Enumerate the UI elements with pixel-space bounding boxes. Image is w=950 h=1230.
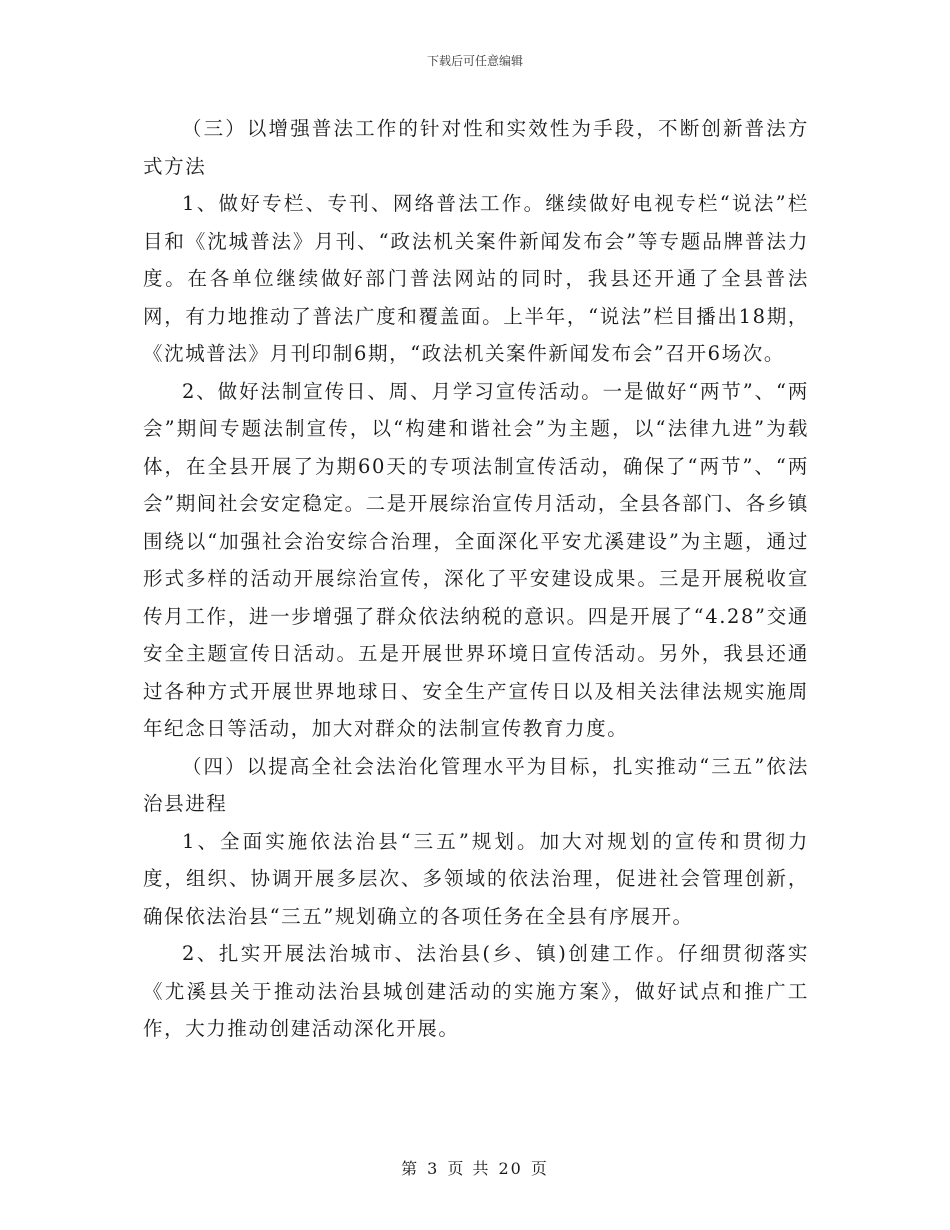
section-heading-4: （四）以提高全社会法治化管理水平为目标，扎实推动“三五”依法治县进程 [143, 754, 809, 815]
document-body [143, 110, 809, 1048]
page-footer [0, 1156, 950, 1179]
body-paragraph: 1、全面实施依法治县“三五”规划。加大对规划的宣传和贯彻力度，组织、协调开展多层次、多领域的依法治理，促进社会管理创新，确保依法治县“三五”规划确立的各项任务在全县有序展开。 [143, 829, 809, 928]
body-paragraph: 1、做好专栏、专刊、网络普法工作。继续做好电视专栏“说法”栏目和《沈城普法》月刊、“政法机关案件新闻发布会”等专题品牌普法力度。在各单位继续做好部门普法网站的同时，我县还开通了全县普法网，有力地推动了普法广度和覆盖面。上半年，“说法”栏目播出18期，《沈城普法》月刊印制6期，“政法机关案件新闻发布会”召开6场次。 [143, 192, 809, 365]
footer-prefix: 第 [401, 1159, 420, 1178]
page-header-note: 下载后可任意编辑 [426, 54, 523, 68]
section-heading-3: （三）以增强普法工作的针对性和实效性为手段，不断创新普法方式方法 [143, 117, 809, 178]
current-page-number: 3 [427, 1159, 440, 1178]
footer-suffix: 页 [530, 1159, 549, 1178]
body-paragraph: 2、扎实开展法治城市、法治县(乡、镇)创建工作。仔细贯彻落实《尤溪县关于推动法治县城创建活动的实施方案》，做好试点和推广工作，大力推动创建活动深化开展。 [143, 942, 809, 1040]
body-paragraph: 2、做好法制宣传日、周、月学习宣传活动。一是做好“两节”、“两会”期间专题法制宣传，以“构建和谐社会”为主题，以“法律九进”为载体，在全县开展了为期60天的专项法制宣传活动，确保了“两节”、“两会”期间社会安定稳定。二是开展综治宣传月活动，全县各部门、各乡镇围绕以“加强社会治安综合治理，全面深化平安尤溪建设”为主题，通过形式多样的活动开展综治宣传，深化了平安建设成果。三是开展税收宣传月工作，进一步增强了群众依法纳税的意识。四是开展了“4.28”交通安全主题宣传日活动。五是开展世界环境日宣传活动。另外，我县还通过各种方式开展世界地球日、安全生产宣传日以及相关法律法规实施周年纪念日等活动，加大对群众的法制宣传教育力度。 [143, 379, 809, 740]
total-pages-number: 20 [498, 1159, 523, 1178]
footer-mid: 页 共 [447, 1159, 491, 1178]
